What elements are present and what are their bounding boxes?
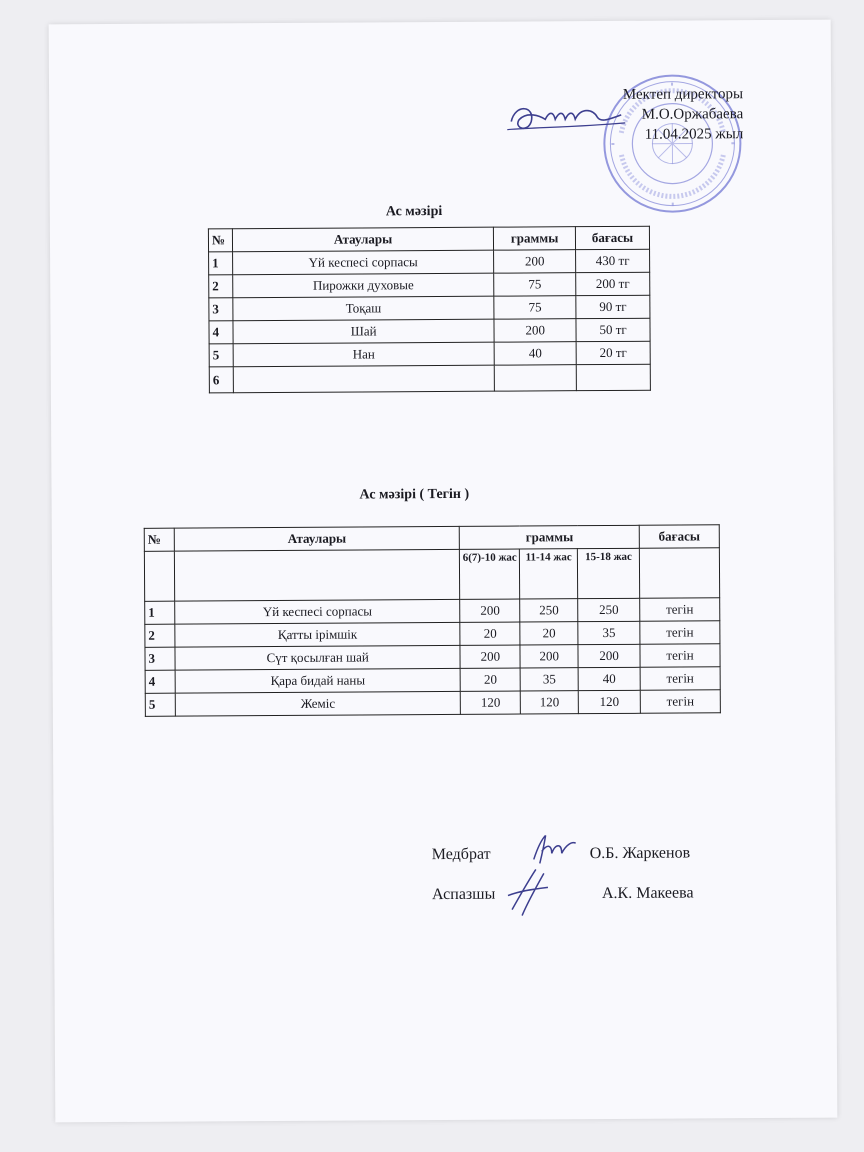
cell-number: 5 [209,344,233,367]
cell-number: 5 [145,693,175,716]
table-row [209,364,650,393]
approval-position: Мектеп директоры [622,86,744,103]
cell-number: 3 [145,647,175,670]
cell-name: Шай [233,319,494,344]
cell-price: 200 тг [576,272,650,295]
approval-block [623,84,744,145]
cell-number: 4 [145,670,175,693]
menu2-table [144,524,721,717]
header-name: Атаулары [232,227,493,252]
table-row [209,318,650,344]
cell-name: Сүт қосылған шай [175,645,461,670]
table-row [145,690,720,717]
cell-price: тегін [640,644,720,667]
cell-price: 50 тг [576,318,650,341]
cell-name: Тоқаш [233,296,494,321]
menu1-table [208,226,651,394]
age-group-11-14: 11-14 жас [520,549,578,599]
cell-price: 20 тг [576,341,650,364]
cell-grams: 200 [494,250,576,273]
empty-cell [639,548,719,598]
cell-grams-15-18: 35 [578,621,640,644]
cell-name: Пирожки духовые [233,273,494,298]
cell-grams: 40 [494,342,576,365]
header-price: бағасы [639,525,719,548]
cell-grams-11-14: 200 [520,645,578,668]
header-number: № [208,229,232,252]
cell-grams-6-10: 120 [461,691,521,714]
medbrat-role: Медбрат [431,845,491,864]
medbrat-name: О.Б. Жаркенов [589,844,691,863]
cell-price: тегін [640,690,720,713]
cell-grams: 75 [494,296,576,319]
cell-price: 430 тг [576,249,650,272]
table-header-row [208,226,649,252]
cell-number: 1 [145,601,175,624]
cell-name: Үй кеспесі сорпасы [175,599,461,624]
cook-signature-icon [504,865,552,921]
cell-grams-11-14: 20 [520,622,578,645]
cell-grams [494,365,576,391]
cook-name: А.К. Макеева [601,884,694,903]
table-row [209,249,650,275]
age-group-6-10: 6(7)-10 жас [460,549,520,599]
header-name: Атаулары [174,526,460,551]
menu1-title: Ас мәзірі [385,203,443,220]
cell-grams: 75 [494,273,576,296]
cell-price: тегін [640,621,720,644]
cell-grams-15-18: 120 [578,690,640,713]
cell-number: 2 [209,275,233,298]
approval-date: 11.04.2025 жыл [644,126,744,143]
empty-cell [174,549,460,601]
cell-name: Үй кеспесі сорпасы [233,250,494,275]
cell-price: тегін [640,598,720,621]
cell-price: тегін [640,667,720,690]
cell-name: Қатты ірімшік [175,622,461,647]
cell-grams: 200 [494,319,576,342]
cell-name [233,365,494,393]
age-group-15-18: 15-18 жас [578,548,640,598]
director-signature-icon [505,97,629,138]
header-price: бағасы [575,226,649,249]
cell-number: 6 [209,367,233,393]
cell-grams-6-10: 20 [460,668,520,691]
cell-grams-6-10: 20 [460,622,520,645]
cell-grams-6-10: 200 [460,645,520,668]
cell-grams-11-14: 120 [521,691,579,714]
cell-grams-11-14: 250 [520,599,578,622]
cell-grams-15-18: 40 [578,667,640,690]
empty-cell [144,551,174,601]
header-number: № [144,528,174,551]
cell-grams-15-18: 200 [578,644,640,667]
cell-grams-6-10: 200 [460,599,520,622]
cell-number: 1 [209,252,233,275]
cell-price [576,364,650,390]
cell-number: 2 [145,624,175,647]
cell-name: Қара бидай наны [175,668,461,693]
header-grams: граммы [494,227,576,250]
cook-role: Аспазшы [431,885,496,904]
cell-number: 3 [209,298,233,321]
table-row [209,341,650,367]
cell-name: Жеміс [175,691,461,716]
approval-name: М.О.Оржабаева [641,106,744,123]
document-page [49,20,838,1123]
cell-name: Нан [233,342,494,367]
menu2-title: Ас мәзірі ( Тегін ) [359,486,470,503]
cell-price: 90 тг [576,295,650,318]
cell-grams-15-18: 250 [578,598,640,621]
table-row [209,295,650,321]
cell-grams-11-14: 35 [520,668,578,691]
table-row [209,272,650,298]
header-grams: граммы [460,525,640,549]
table-subheader-row [144,548,719,602]
cell-number: 4 [209,321,233,344]
